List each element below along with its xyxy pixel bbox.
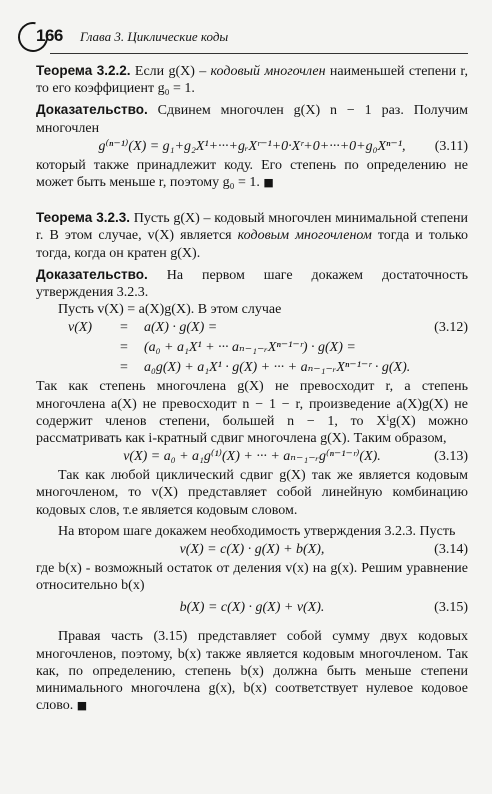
page-number: 166 <box>36 26 63 45</box>
page-header <box>14 22 474 52</box>
proof-1-intro: Доказательство. Сдвинем многочлен g(X) n − 1 раз. Получим многочлен <box>36 102 469 136</box>
qed-mark: ■ <box>263 176 274 190</box>
proof-2-paragraph-5: Правая часть (3.15) представляет собой сумму двух кодовых многочленов, поэтому, b(x) также является кодовым многочленом. Так как, по определению, степень b(x) должна быть меньше степени минимального многочлена g(x), b(x) соответствует нулевое кодовое слово. ■ <box>36 629 468 714</box>
equation-3-11: g⁽ⁿ⁻¹⁾(X) = g₁+g₂X¹+···+gᵣXʳ⁻¹+0·Xʳ+0+···+0+g₀Xⁿ⁻¹, (3.11) <box>36 137 468 157</box>
equation-number: (3.13) <box>434 449 468 465</box>
theorem-3-2-2: Теорема 3.2.2. Если g(X) – кодовый многочлен наименьшей степени r, то его коэффициент g₀ = 1. <box>36 63 469 97</box>
equation-number: (3.15) <box>434 600 468 616</box>
equation-row: v(X) = a(X) · g(X) = (3.12) <box>36 318 468 338</box>
equation-row: = (a₀ + a₁X¹ + ··· aₙ₋₁₋ᵣXⁿ⁻¹⁻ʳ) · g(X) = <box>120 340 356 356</box>
equation-number: (3.12) <box>434 320 468 336</box>
theorem-3-2-3: Теорема 3.2.3. Пусть g(X) – кодовый многочлен минимальной степени r. В этом случае, v(X) является кодовым многочленом тогда и только тогда, когда он кратен g(X). <box>36 210 469 261</box>
header-rule <box>50 53 468 54</box>
proof-2-paragraph-3: На втором шаге докажем необходимость утверждения 3.2.3. Пусть <box>58 523 456 539</box>
emphasis: кодовым многочленом <box>237 228 372 244</box>
equation-3-12 <box>36 318 468 378</box>
proof-label: Доказательство. <box>36 102 148 118</box>
theorem-label: Теорема 3.2.2. <box>36 63 131 78</box>
proof-label: Доказательство. <box>36 266 148 282</box>
proof-2-paragraph-2: Так как любой циклический сдвиг g(X) так же является кодовым многочленом, то v(X) представляет собой линейную комбинацию кодовых слов, т.е является кодовым словом. <box>36 468 468 518</box>
proof-2-paragraph-1: Так как степень многочлена g(X) не превосходит r, а степень многочлена a(X) не превосходит n − 1 − r, произведение a(X)g(X) не содержит членов степени, большей n − 1, то Xⁱg(X) можно рассматривать как i-кратный сдвиг многочлена g(X). Таким образом, <box>36 379 468 447</box>
proof-2-assumption: Пусть v(X) = a(X)g(X). В этом случае <box>58 302 282 318</box>
equation-3-13: v(X) = a₀ + a₁g⁽¹⁾(X) + ··· + aₙ₋₁₋ᵣg⁽ⁿ⁻¹⁻ʳ⁾(X). (3.13) <box>36 447 468 467</box>
proof-2-paragraph-4: где b(x) - возможный остаток от деления v(x) на g(x). Решим уравнение относительно b(x) <box>36 561 468 594</box>
proof-1-conclusion: который также принадлежит коду. Его степень по определению не может быть меньше r, поэтому g₀ = 1. ■ <box>36 157 468 191</box>
equation-3-14: v(X) = c(X) · g(X) + b(X), (3.14) <box>36 540 468 560</box>
proof-2-intro: Доказательство. На первом шаге докажем достаточность утверждения 3.2.3. <box>36 266 469 301</box>
theorem-label: Теорема 3.2.3. <box>36 210 131 226</box>
running-head-chapter: Глава 3. Циклические коды <box>80 29 229 44</box>
emphasis: кодовый многочлен <box>210 64 326 79</box>
qed-mark: ■ <box>76 699 88 713</box>
equation-row: = a₀g(X) + a₁X¹ · g(X) + ··· + aₙ₋₁₋ᵣXⁿ⁻¹⁻ʳ · g(X). <box>120 360 411 376</box>
equation-number: (3.14) <box>434 542 468 558</box>
page-body <box>36 62 468 714</box>
equation-number: (3.11) <box>434 138 468 154</box>
equation-3-15: b(X) = c(X) · g(X) + v(X). (3.15) <box>36 598 468 618</box>
